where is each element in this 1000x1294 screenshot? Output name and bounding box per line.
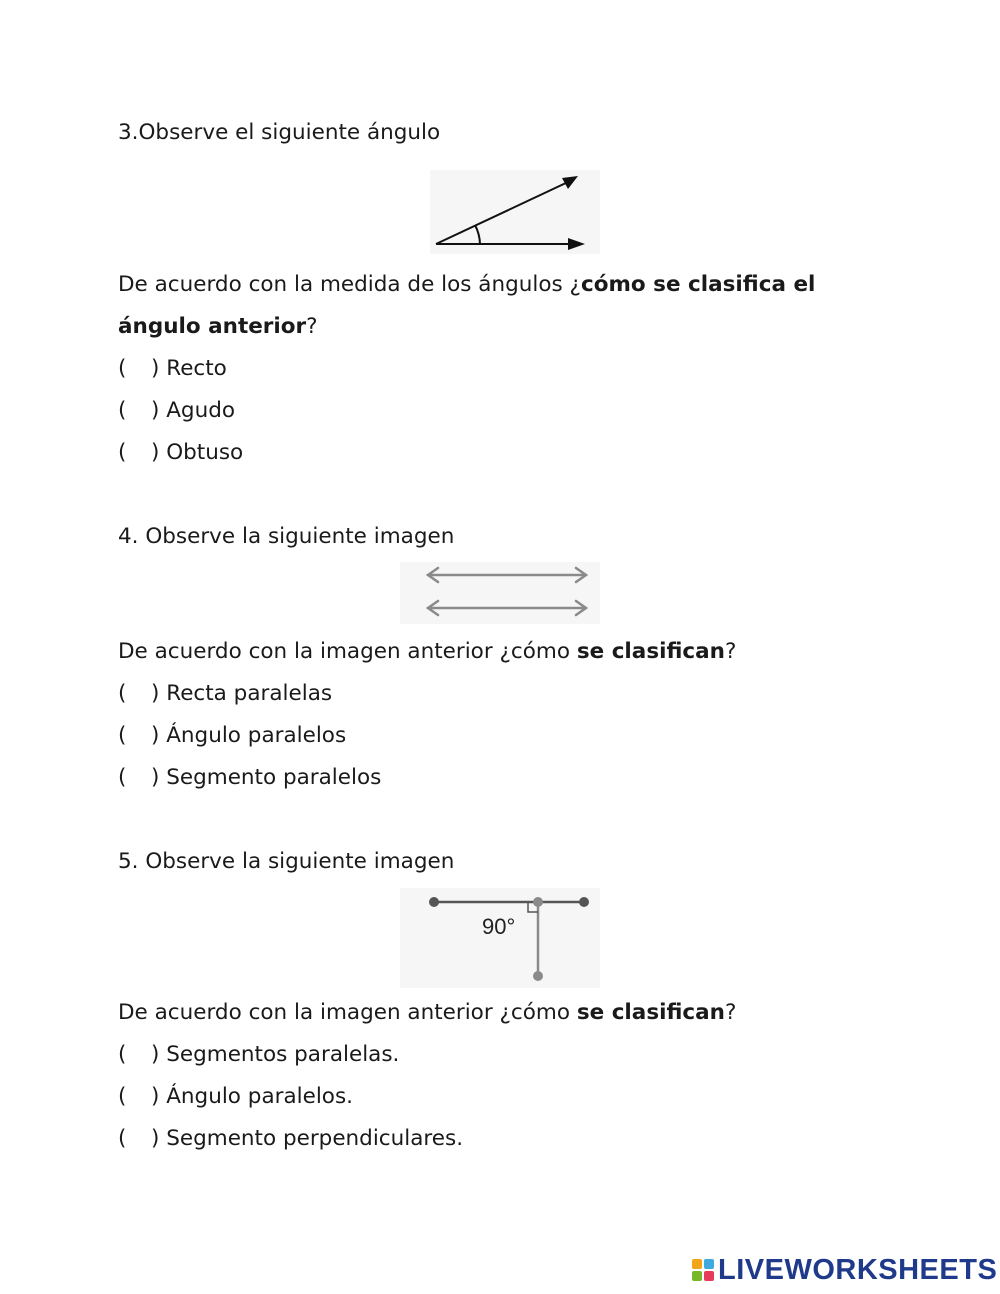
q3-title: 3.Observe el siguiente ángulo — [118, 120, 441, 145]
q5-option-segmento-perpendiculares[interactable]: ( ) Segmento perpendiculares. — [118, 1126, 464, 1151]
angle-90-label: 90° — [482, 914, 516, 939]
q4-title: 4. Observe la siguiente imagen — [118, 524, 455, 549]
liveworksheets-logo — [692, 1254, 997, 1286]
q5-prompt: De acuerdo con la imagen anterior ¿cómo se clasifican? — [118, 1000, 737, 1025]
q3-prompt: De acuerdo con la medida de los ángulos ¿cómo se clasifica el — [118, 272, 816, 297]
logo-square-2 — [704, 1259, 714, 1269]
acute-angle-figure — [430, 170, 600, 254]
q4-prompt: De acuerdo con la imagen anterior ¿cómo se clasifican? — [118, 639, 737, 664]
q4-option-angulo-paralelos[interactable]: ( ) Ángulo paralelos — [118, 723, 347, 748]
parallel-lines-figure — [400, 562, 600, 624]
q4-option-segmento-paralelos[interactable]: ( ) Segmento paralelos — [118, 765, 382, 790]
q3-option-recto[interactable]: ( ) Recto — [118, 356, 227, 381]
q3-option-agudo[interactable]: ( ) Agudo — [118, 398, 236, 423]
logo-square-1 — [692, 1259, 702, 1269]
q5-title: 5. Observe la siguiente imagen — [118, 849, 455, 874]
logo-mark-icon — [692, 1259, 714, 1281]
q5-option-segmentos-paralelas[interactable]: ( ) Segmentos paralelas. — [118, 1042, 400, 1067]
q3-prompt-cont: ángulo anterior? — [118, 314, 318, 339]
q5-option-angulo-paralelos[interactable]: ( ) Ángulo paralelos. — [118, 1084, 353, 1109]
q4-option-recta-paralelas[interactable]: ( ) Recta paralelas — [118, 681, 333, 706]
logo-square-4 — [704, 1271, 714, 1281]
perpendicular-segments-figure — [400, 888, 600, 988]
logo-square-3 — [692, 1271, 702, 1281]
logo-text: LIVEWORKSHEETS — [718, 1253, 998, 1286]
q3-option-obtuso[interactable]: ( ) Obtuso — [118, 440, 244, 465]
